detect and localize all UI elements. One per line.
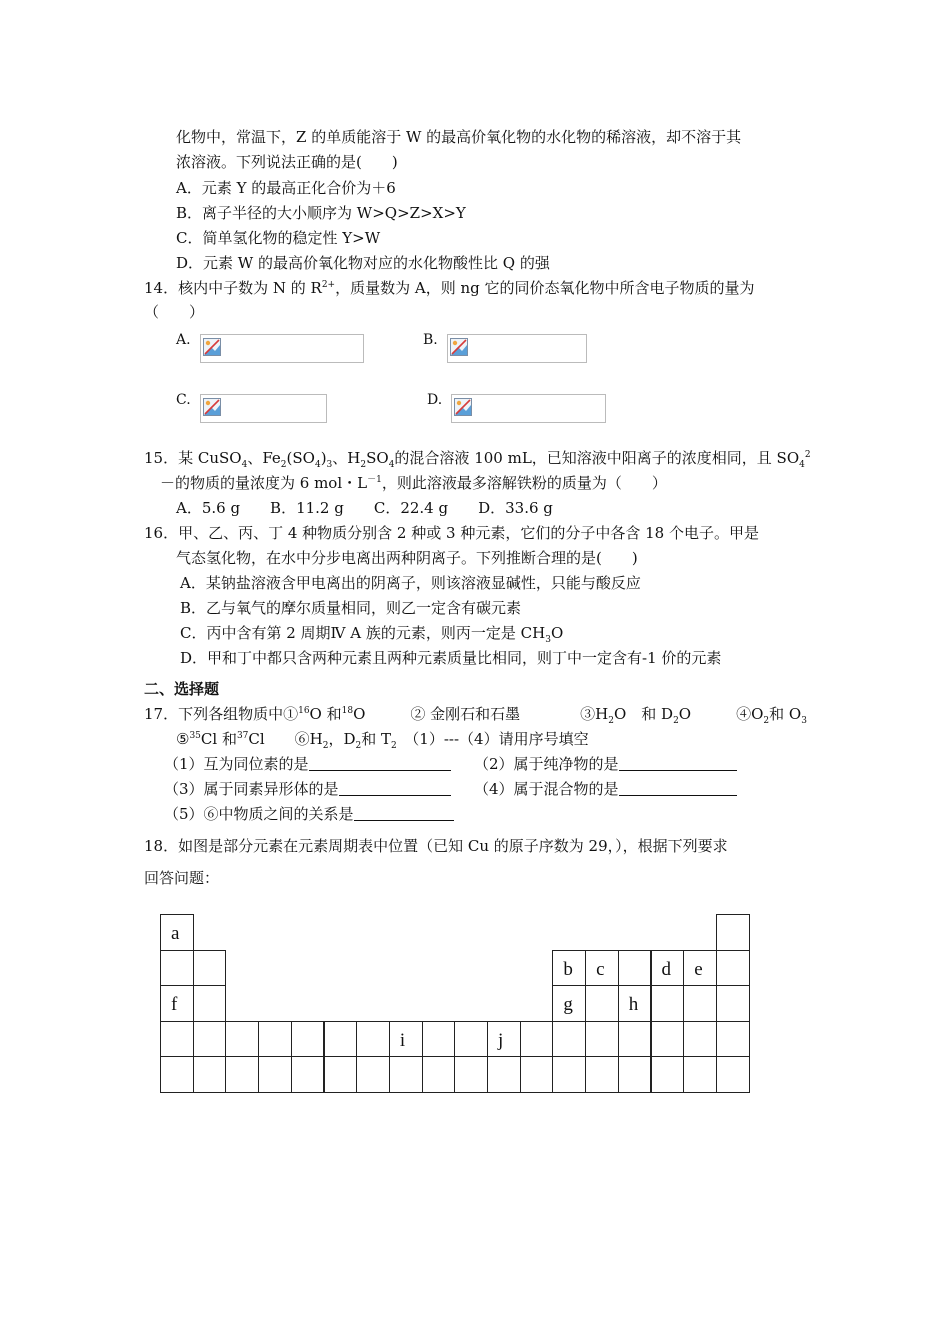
q14-option-d-label: D. (427, 392, 443, 408)
q16-option-b: B．乙与氧气的摩尔质量相同，则乙一定含有碳元素 (180, 599, 522, 617)
periodic-table-cell (552, 1056, 586, 1093)
periodic-table-cell (193, 985, 227, 1022)
periodic-table-cell (225, 1056, 259, 1093)
periodic-table-cell (585, 1056, 619, 1093)
periodic-table-cell (422, 1021, 456, 1058)
q14-option-b-label: B. (423, 332, 438, 348)
periodic-table-cell (651, 1056, 685, 1093)
periodic-table-cell (160, 1021, 194, 1058)
answer-blank-1[interactable] (309, 755, 451, 771)
q16-line1: 16．甲、乙、丙、丁 4 种物质分别含 2 种或 3 种元素，它们的分子中各含 18 个电子。甲是 (144, 524, 759, 542)
periodic-table-cell (258, 1021, 292, 1058)
element-label-d: d (661, 958, 671, 980)
periodic-table-cell (716, 985, 750, 1022)
periodic-table-cell (193, 950, 227, 987)
q13-line2: 浓溶液。下列说法正确的是( ) (176, 153, 398, 171)
periodic-table-cell (160, 950, 194, 987)
q14-line2: （ ） (144, 303, 205, 321)
periodic-table-cell (389, 1021, 423, 1058)
periodic-table-cell (585, 985, 619, 1022)
periodic-table-cell (618, 1056, 652, 1093)
q14-option-a-label: A. (176, 332, 191, 348)
periodic-table-cell (324, 1021, 358, 1058)
periodic-table-cell (193, 1056, 227, 1093)
periodic-table-cell (651, 985, 685, 1022)
section-title: 二、选择题 (144, 680, 220, 698)
answer-blank-5[interactable] (354, 805, 454, 821)
q17-line1: 17．下列各组物质中①$^{16}$O 和$^{18}$O ② 金刚石和石墨 $③H_2O$ 和 $D_2O$ $④O_2$和 $O_3$ (144, 705, 807, 726)
periodic-table-cell (618, 1021, 652, 1058)
periodic-table-cell (683, 1021, 717, 1058)
periodic-table-cell (683, 1056, 717, 1093)
periodic-table-cell (389, 1056, 423, 1093)
periodic-table-cell (618, 950, 652, 987)
q13-option-d: D．元素 W 的最高价氧化物对应的水化物酸性比 Q 的强 (176, 254, 550, 272)
periodic-table-cell (193, 1021, 227, 1058)
q15-options: A．5.6 g B．11.2 g C．22.4 g D．33.6 g (176, 499, 553, 517)
periodic-table-cell (716, 950, 750, 987)
periodic-table-cell (291, 1056, 325, 1093)
periodic-table-cell (552, 1021, 586, 1058)
q14-option-c-image (200, 394, 327, 423)
element-label-e: e (694, 958, 703, 980)
answer-blank-3[interactable] (339, 780, 451, 796)
periodic-table-cell (258, 1056, 292, 1093)
q17-line2: ⑤$^{35}$Cl 和$^{37}$Cl $⑥H_2$，$D_2$和 $T_2$ （1）---（4）请用序号填空 (176, 730, 589, 751)
element-label-a: a (171, 923, 180, 944)
q16-option-d: D．甲和丁中都只含两种元素且两种元素质量比相同，则丁中一定含有-1 价的元素 (180, 649, 722, 667)
q17-part1: （1）互为同位素的是 (164, 754, 451, 774)
element-label-c: c (596, 958, 605, 980)
element-label-i: i (399, 1029, 406, 1051)
periodic-table-cell (520, 1056, 554, 1093)
broken-image-icon (203, 338, 221, 356)
q15-line2: －的物质的量浓度为 6 mol・$L^{-1}$，则此溶液最多溶解铁粉的质量为（ ） (160, 474, 667, 492)
periodic-table-cell (454, 1021, 488, 1058)
q14-option-c-label: C. (176, 392, 191, 408)
q16-option-c: C．丙中含有第 2 周期Ⅳ A 族的元素，则丙一定是 $CH_3O$ (180, 624, 564, 645)
q14-option-a-image (200, 334, 364, 363)
q13-option-b: B．离子半径的大小顺序为 W>Q>Z>X>Y (176, 204, 466, 222)
q17-part3: （3）属于同素异形体的是 (164, 779, 451, 799)
periodic-table-cell (356, 1021, 390, 1058)
q14-line1: 14．核内中子数为 N 的 $R^{2+}$，质量数为 A，则 ng 它的同价态氧化物中所含电子物质的量为 (144, 279, 755, 297)
q13-line1: 化物中，常温下，Z 的单质能溶于 W 的最高价氧化物的水化物的稀溶液，却不溶于其 (176, 128, 742, 146)
periodic-table-cell (225, 1021, 259, 1058)
answer-blank-2[interactable] (619, 755, 737, 771)
periodic-table-cell (487, 1021, 521, 1058)
q13-option-c: C．简单氢化物的稳定性 Y>W (176, 229, 381, 247)
periodic-table-cell (454, 1056, 488, 1093)
periodic-table-cell (160, 1056, 194, 1093)
broken-image-icon (450, 338, 468, 356)
q18-line2: 回答问题： (144, 869, 220, 887)
periodic-table-cell (422, 1056, 456, 1093)
element-label-j: j (498, 1029, 504, 1051)
periodic-table-cell (356, 1056, 390, 1093)
q13-option-a: A．元素 Y 的最高正化合价为＋6 (176, 179, 396, 197)
periodic-table-cell (487, 1056, 521, 1093)
element-label-h: h (628, 994, 639, 1015)
element-label-f: f (171, 994, 178, 1015)
broken-image-icon (203, 398, 221, 416)
q17-part5: （5）⑥中物质之间的关系是 (164, 804, 454, 824)
broken-image-icon (454, 398, 472, 416)
q14-option-d-image (451, 394, 606, 423)
q17-part2: （2）属于纯净物的是 (474, 754, 737, 774)
element-label-b: b (563, 958, 573, 980)
q14-option-b-image (447, 334, 587, 363)
q16-option-a: A．某钠盐溶液含甲电离出的阴离子，则该溶液显碱性，只能与酸反应 (180, 574, 641, 592)
q15-line1: 15．某 CuSO$_4$、$Fe_2(SO_4)_3$、$H_2SO_4$的混合溶液 100 mL，已知溶液中阳离子的浓度相同，且 $SO_4^2$ (144, 449, 811, 470)
q16-line2: 气态氢化物，在水中分步电离出两种阴离子。下列推断合理的是( ) (176, 549, 638, 567)
q17-part4: （4）属于混合物的是 (474, 779, 737, 799)
periodic-table-cell (716, 1056, 750, 1093)
periodic-table-cell (291, 1021, 325, 1058)
periodic-table-cell (716, 1021, 750, 1058)
periodic-table-cell (683, 985, 717, 1022)
periodic-table-cell (585, 1021, 619, 1058)
periodic-table-cell (651, 1021, 685, 1058)
q18-line1: 18．如图是部分元素在元素周期表中位置（已知 Cu 的原子序数为 29，），根据下列要求 (144, 837, 728, 855)
periodic-table-cell (716, 914, 750, 951)
periodic-table-cell (520, 1021, 554, 1058)
periodic-table-cell (324, 1056, 358, 1093)
answer-blank-4[interactable] (619, 780, 737, 796)
element-label-g: g (563, 994, 573, 1015)
